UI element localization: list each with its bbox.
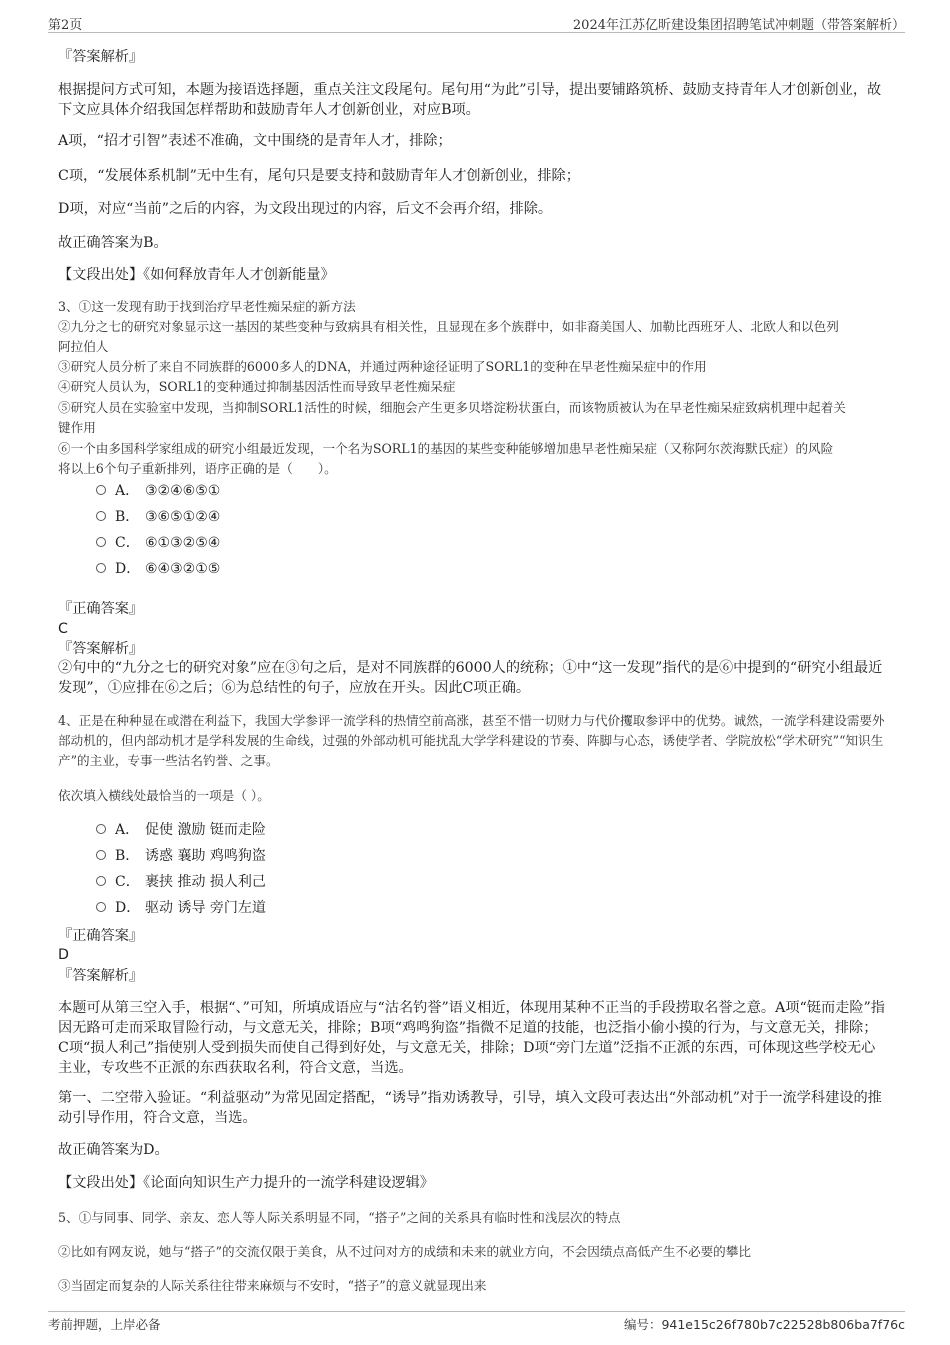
radio-icon[interactable] (96, 902, 106, 912)
q4-option-a[interactable]: A． 促使 激励 铤而走险 (96, 821, 266, 839)
page-footer (48, 1311, 905, 1333)
q3-prompt: 将以上6个句子重新排列，语序正确的是（ ）。 (58, 461, 337, 476)
q4-conclusion: 故正确答案为D。 (58, 1142, 169, 1158)
q4-option-d[interactable]: D． 驱动 诱导 旁门左道 (96, 899, 266, 917)
document-code: 编号：941e15c26f780b7c22528b806ba7f76c (623, 1317, 905, 1332)
page-number: 第2页 (48, 18, 83, 33)
q2-analysis-option-a: A项，“招才引智”表述不准确，文中围绕的是青年人才，排除； (58, 133, 452, 149)
q4-source: 【文段出处】《论面向知识生产力提升的一流学科建设逻辑》 (58, 1175, 434, 1191)
q4-analysis-paragraph-2: 第一、二空带入验证。“利益驱动”为常见固定搭配，“诱导”指劝诱教导，引导，填入文段可表达出“外部动机”对于一流学科建设的推动引导作用，符合文意，当选。 (58, 1090, 882, 1126)
q5-sentence-1: 5、①与同事、同学、亲友、恋人等人际关系明显不同，“搭子”之间的关系具有临时性和浅层次的特点 (58, 1210, 621, 1225)
q4-option-b[interactable]: B． 诱惑 襄助 鸡鸣狗盗 (96, 847, 266, 865)
q2-analysis-label: 『答案解析』 (58, 49, 144, 65)
q2-analysis-option-d: D项，对应“当前”之后的内容，为文段出现过的内容，后文不会再介绍，排除。 (58, 201, 553, 217)
q3-correct-label: 『正确答案』 (58, 601, 144, 617)
q3-option-c[interactable]: C． ⑥①③②⑤④ (96, 534, 220, 552)
q4-analysis-paragraph-1: 本题可从第三空入手，根据“、”可知，所填成语应与“沽名钓誉”语义相近，体现用某种不正当的手段捞取名誉之意。A项“铤而走险”指因无路可走而采取冒险行动，与文意无关，排除；B项“鸡鸣狗盗”指微不足道的技能，也泛指小偷小摸的行为，与文意无关，排除；C项“损人利己”指使别人受到损失而使自己得到好处，与文意无关，排除；D项“旁门左道”泛指不正派的东西，可体现这些学校无心主业，专攻些不正派的东西获取名利，符合文意，当选。 (58, 1000, 885, 1076)
q3-sentence-2a: ②九分之七的研究对象显示这一基因的某些变种与致病具有相关性，且显现在多个族群中，如非裔美国人、加勒比西班牙人、北欧人和以色列 (58, 319, 839, 334)
q4-analysis-label: 『答案解析』 (58, 968, 144, 984)
document-title: 2024年江苏亿昕建设集团招聘笔试冲刺题（带答案解析） (572, 18, 905, 33)
q3-analysis: ②句中的“九分之七的研究对象”应在③句之后，是对不同族群的6000人的统称；①中“这一发现”指代的是⑥中提到的“研究小组最近发现”，①应排在⑥之后；⑥为总结性的句子，应放在开头。因此C项正确。 (58, 660, 883, 696)
q3-sentence-5b: 键作用 (58, 420, 96, 435)
q4-stem: 4、正是在种种显在或潜在利益下，我国大学参评一流学科的热情空前高涨，甚至不惜一切财力与代价攫取参评中的优势。诚然，一流学科建设需要外部动机的，但内部动机才是学科发展的生命线，过强的外部动机可能扰乱大学学科建设的节奏、阵脚与心态，诱使学者、学院放松“学术研究”“知识生产”的主业，专事一些沽名钓誉、之事。 (58, 713, 885, 768)
radio-icon[interactable] (96, 850, 106, 860)
q3-sentence-5a: ⑤研究人员在实验室中发现，当抑制SORL1活性的时候，细胞会产生更多贝塔淀粉状蛋白，而该物质被认为在早老性痴呆症致病机理中起着关 (58, 400, 846, 415)
q3-correct-answer: C (58, 621, 68, 637)
radio-icon[interactable] (96, 824, 106, 834)
q3-option-a[interactable]: A． ③②④⑥⑤① (96, 482, 220, 500)
radio-icon[interactable] (96, 876, 106, 886)
q3-option-d[interactable]: D． ⑥④③②①⑤ (96, 560, 220, 578)
radio-icon[interactable] (96, 537, 106, 547)
q4-option-c[interactable]: C． 裹挟 推动 损人利己 (96, 873, 266, 891)
q3-sentence-2b: 阿拉伯人 (58, 339, 109, 354)
q3-analysis-label: 『答案解析』 (58, 641, 144, 657)
q3-sentence-3: ③研究人员分析了来自不同族群的6000多人的DNA，并通过两种途径证明了SORL1的变种在早老性痴呆症中的作用 (58, 359, 707, 374)
q5-sentence-2: ②比如有网友说，她与“搭子”的交流仅限于美食，从不过问对方的成绩和未来的就业方向，不会因绩点高低产生不必要的攀比 (58, 1244, 751, 1259)
footer-slogan: 考前押题，上岸必备 (48, 1317, 161, 1332)
radio-icon[interactable] (96, 511, 106, 521)
q2-conclusion: 故正确答案为B。 (58, 235, 168, 251)
q2-analysis-paragraph: 根据提问方式可知，本题为接语选择题，重点关注文段尾句。尾句用“为此”引导，提出要铺路筑桥、鼓励支持青年人才创新创业，故下文应具体介绍我国怎样帮助和鼓励青年人才创新创业，对应B项。 (58, 82, 882, 118)
q4-prompt: 依次填入横线处最恰当的一项是（ ）。 (58, 788, 270, 803)
q2-source: 【文段出处】《如何释放青年人才创新能量》 (58, 267, 335, 283)
q5-sentence-3: ③当固定而复杂的人际关系往往带来麻烦与不安时，“搭子”的意义就显现出来 (58, 1278, 487, 1293)
page-header (48, 12, 905, 33)
q3-option-b[interactable]: B． ③⑥⑤①②④ (96, 508, 220, 526)
radio-icon[interactable] (96, 485, 106, 495)
q4-correct-answer: D (58, 947, 69, 963)
q2-analysis-option-c: C项，“发展体系机制”无中生有，尾句只是要支持和鼓励青年人才创新创业，排除； (58, 168, 580, 184)
q4-correct-label: 『正确答案』 (58, 928, 144, 944)
radio-icon[interactable] (96, 563, 106, 573)
q3-sentence-6: ⑥一个由多国科学家组成的研究小组最近发现，一个名为SORL1的基因的某些变种能够增加患早老性痴呆症（又称阿尔茨海默氏症）的风险 (58, 441, 834, 456)
q3-sentence-4: ④研究人员认为，SORL1的变种通过抑制基因活性而导致早老性痴呆症 (58, 379, 456, 394)
q3-sentence-1: 3、①这一发现有助于找到治疗早老性痴呆症的新方法 (58, 299, 356, 314)
